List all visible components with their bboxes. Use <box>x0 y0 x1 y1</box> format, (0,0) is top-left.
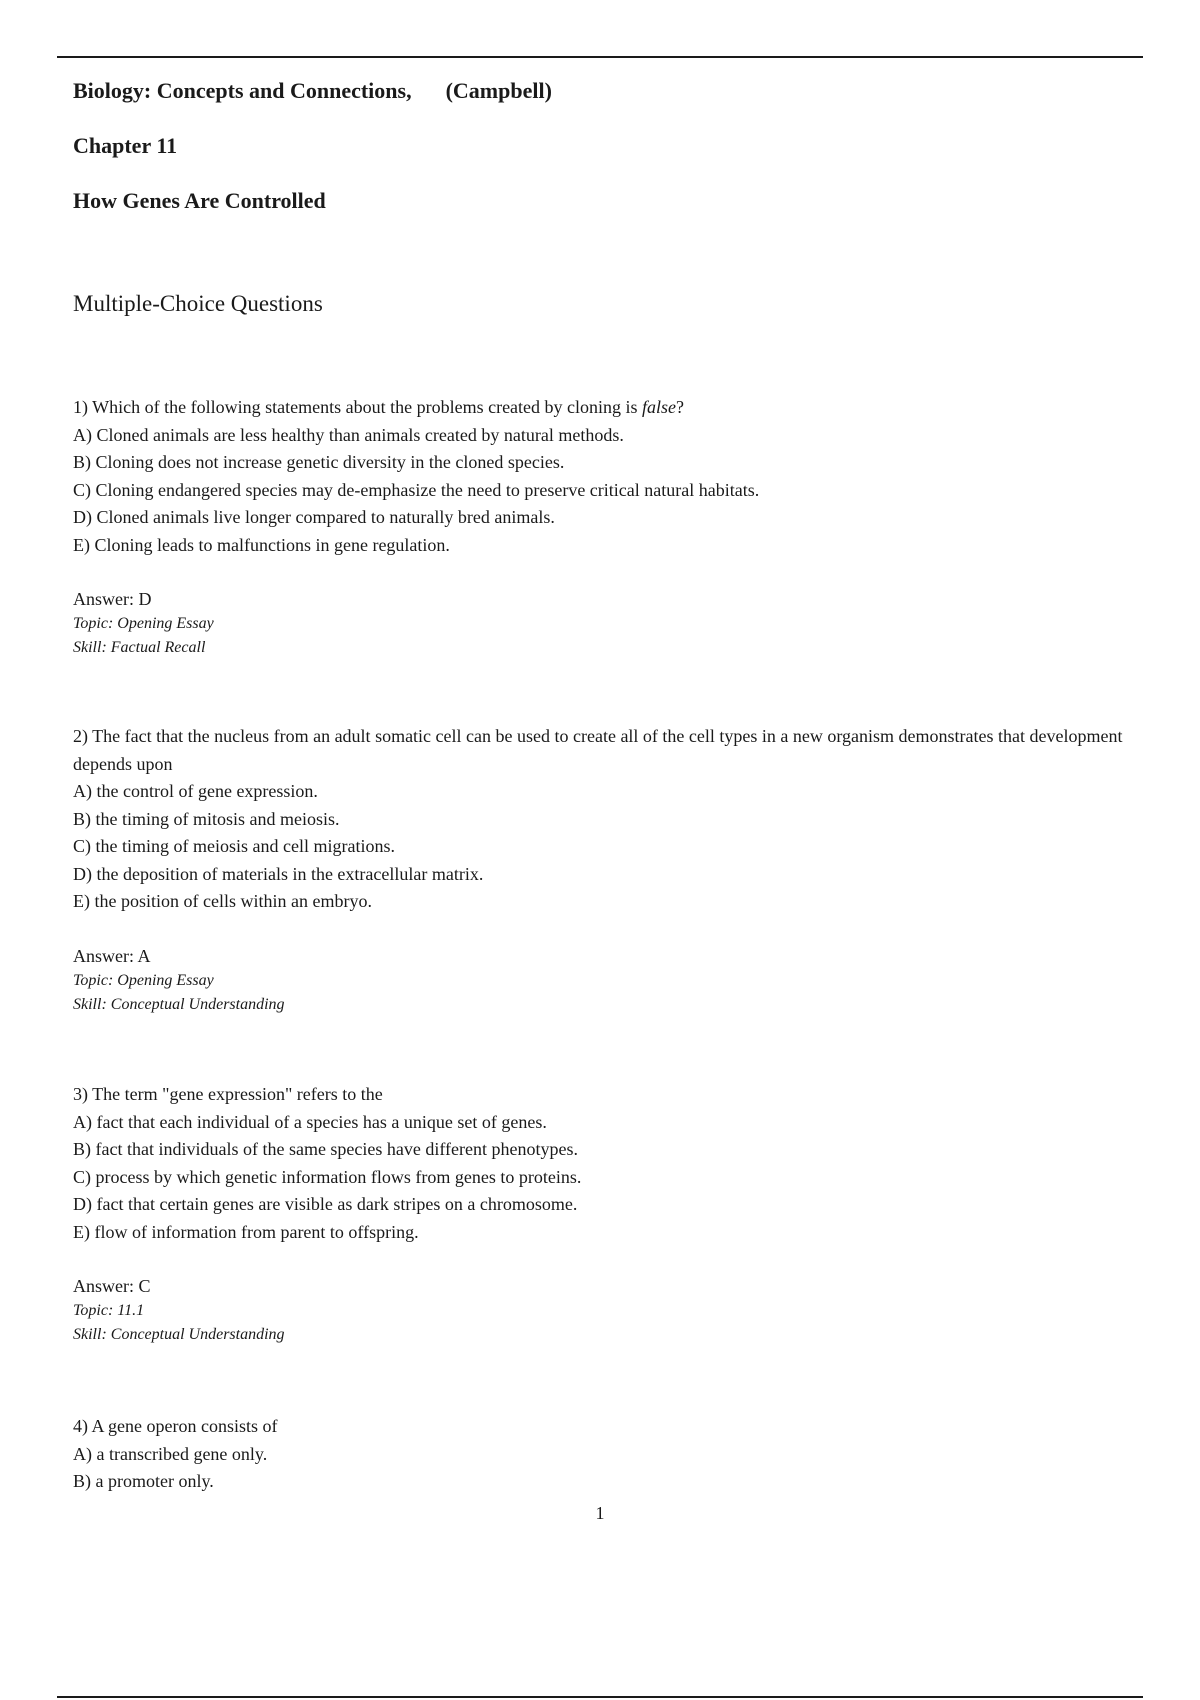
skill: Skill: Conceptual Understanding <box>73 995 285 1013</box>
chapter-title: How Genes Are Controlled <box>73 188 326 213</box>
skill: Skill: Conceptual Understanding <box>73 1326 285 1343</box>
option-b: B) Cloning does not increase genetic diversity in the cloned species. <box>73 452 565 472</box>
question-stem: 3) The term "gene expression" refers to the <box>73 1084 383 1104</box>
question-stem <box>73 394 1143 422</box>
question-4 <box>73 1413 1143 1496</box>
stem-text: 1) Which of the following statements about the problems created by cloning is <box>73 397 643 417</box>
option-c: C) the timing of meiosis and cell migrations. <box>73 836 395 856</box>
stem-text-end: ? <box>676 397 685 417</box>
option-a: A) a transcribed gene only. <box>73 1443 268 1464</box>
option-d: D) Cloned animals live longer compared to naturally bred animals. <box>73 507 555 527</box>
question-stem: 4) A gene operon consists of <box>73 1416 278 1436</box>
option-b: B) the timing of mitosis and meiosis. <box>73 808 340 829</box>
author: (Campbell) <box>445 78 552 103</box>
option-e: E) the position of cells within an embryo. <box>73 891 372 911</box>
answer: Answer: A <box>73 945 151 966</box>
bottom-rule <box>57 1696 1143 1698</box>
option-c: C) Cloning endangered species may de-emphasize the need to preserve critical natural habitats. <box>73 479 760 500</box>
book-title: Biology: Concepts and Connections, <box>73 78 412 103</box>
option-a: A) the control of gene expression. <box>73 781 318 801</box>
option-c: C) process by which genetic information flows from genes to proteins. <box>73 1166 582 1187</box>
option-a: A) fact that each individual of a species has a unique set of genes. <box>73 1111 547 1132</box>
book-title-line <box>73 78 552 104</box>
option-a: A) Cloned animals are less healthy than animals created by natural methods. <box>73 424 624 445</box>
topic: Topic: Opening Essay <box>73 615 214 632</box>
topic: Topic: 11.1 <box>73 1302 145 1319</box>
skill: Skill: Factual Recall <box>73 639 206 656</box>
chapter-number: Chapter 11 <box>73 133 178 158</box>
top-rule <box>57 56 1143 58</box>
answer: Answer: D <box>73 589 152 609</box>
question-stem: 2) The fact that the nucleus from an adult somatic cell can be used to create all of the cell types in a new organism demonstrates that development depends upon <box>73 726 1123 774</box>
option-e: E) flow of information from parent to offspring. <box>73 1221 419 1242</box>
section-title: Multiple-Choice Questions <box>73 291 323 316</box>
stem-emphasis: false <box>642 397 677 417</box>
answer: Answer: C <box>73 1276 151 1296</box>
question-3 <box>73 1081 1143 1347</box>
topic: Topic: Opening Essay <box>73 971 214 989</box>
page-number: 1 <box>595 1503 605 1523</box>
option-b: B) a promoter only. <box>73 1471 214 1491</box>
option-e: E) Cloning leads to malfunctions in gene regulation. <box>73 534 450 555</box>
question-2 <box>73 723 1143 1017</box>
option-d: D) the deposition of materials in the extracellular matrix. <box>73 863 484 884</box>
option-b: B) fact that individuals of the same species have different phenotypes. <box>73 1139 579 1159</box>
option-d: D) fact that certain genes are visible as dark stripes on a chromosome. <box>73 1194 578 1214</box>
question-1 <box>73 394 1143 660</box>
